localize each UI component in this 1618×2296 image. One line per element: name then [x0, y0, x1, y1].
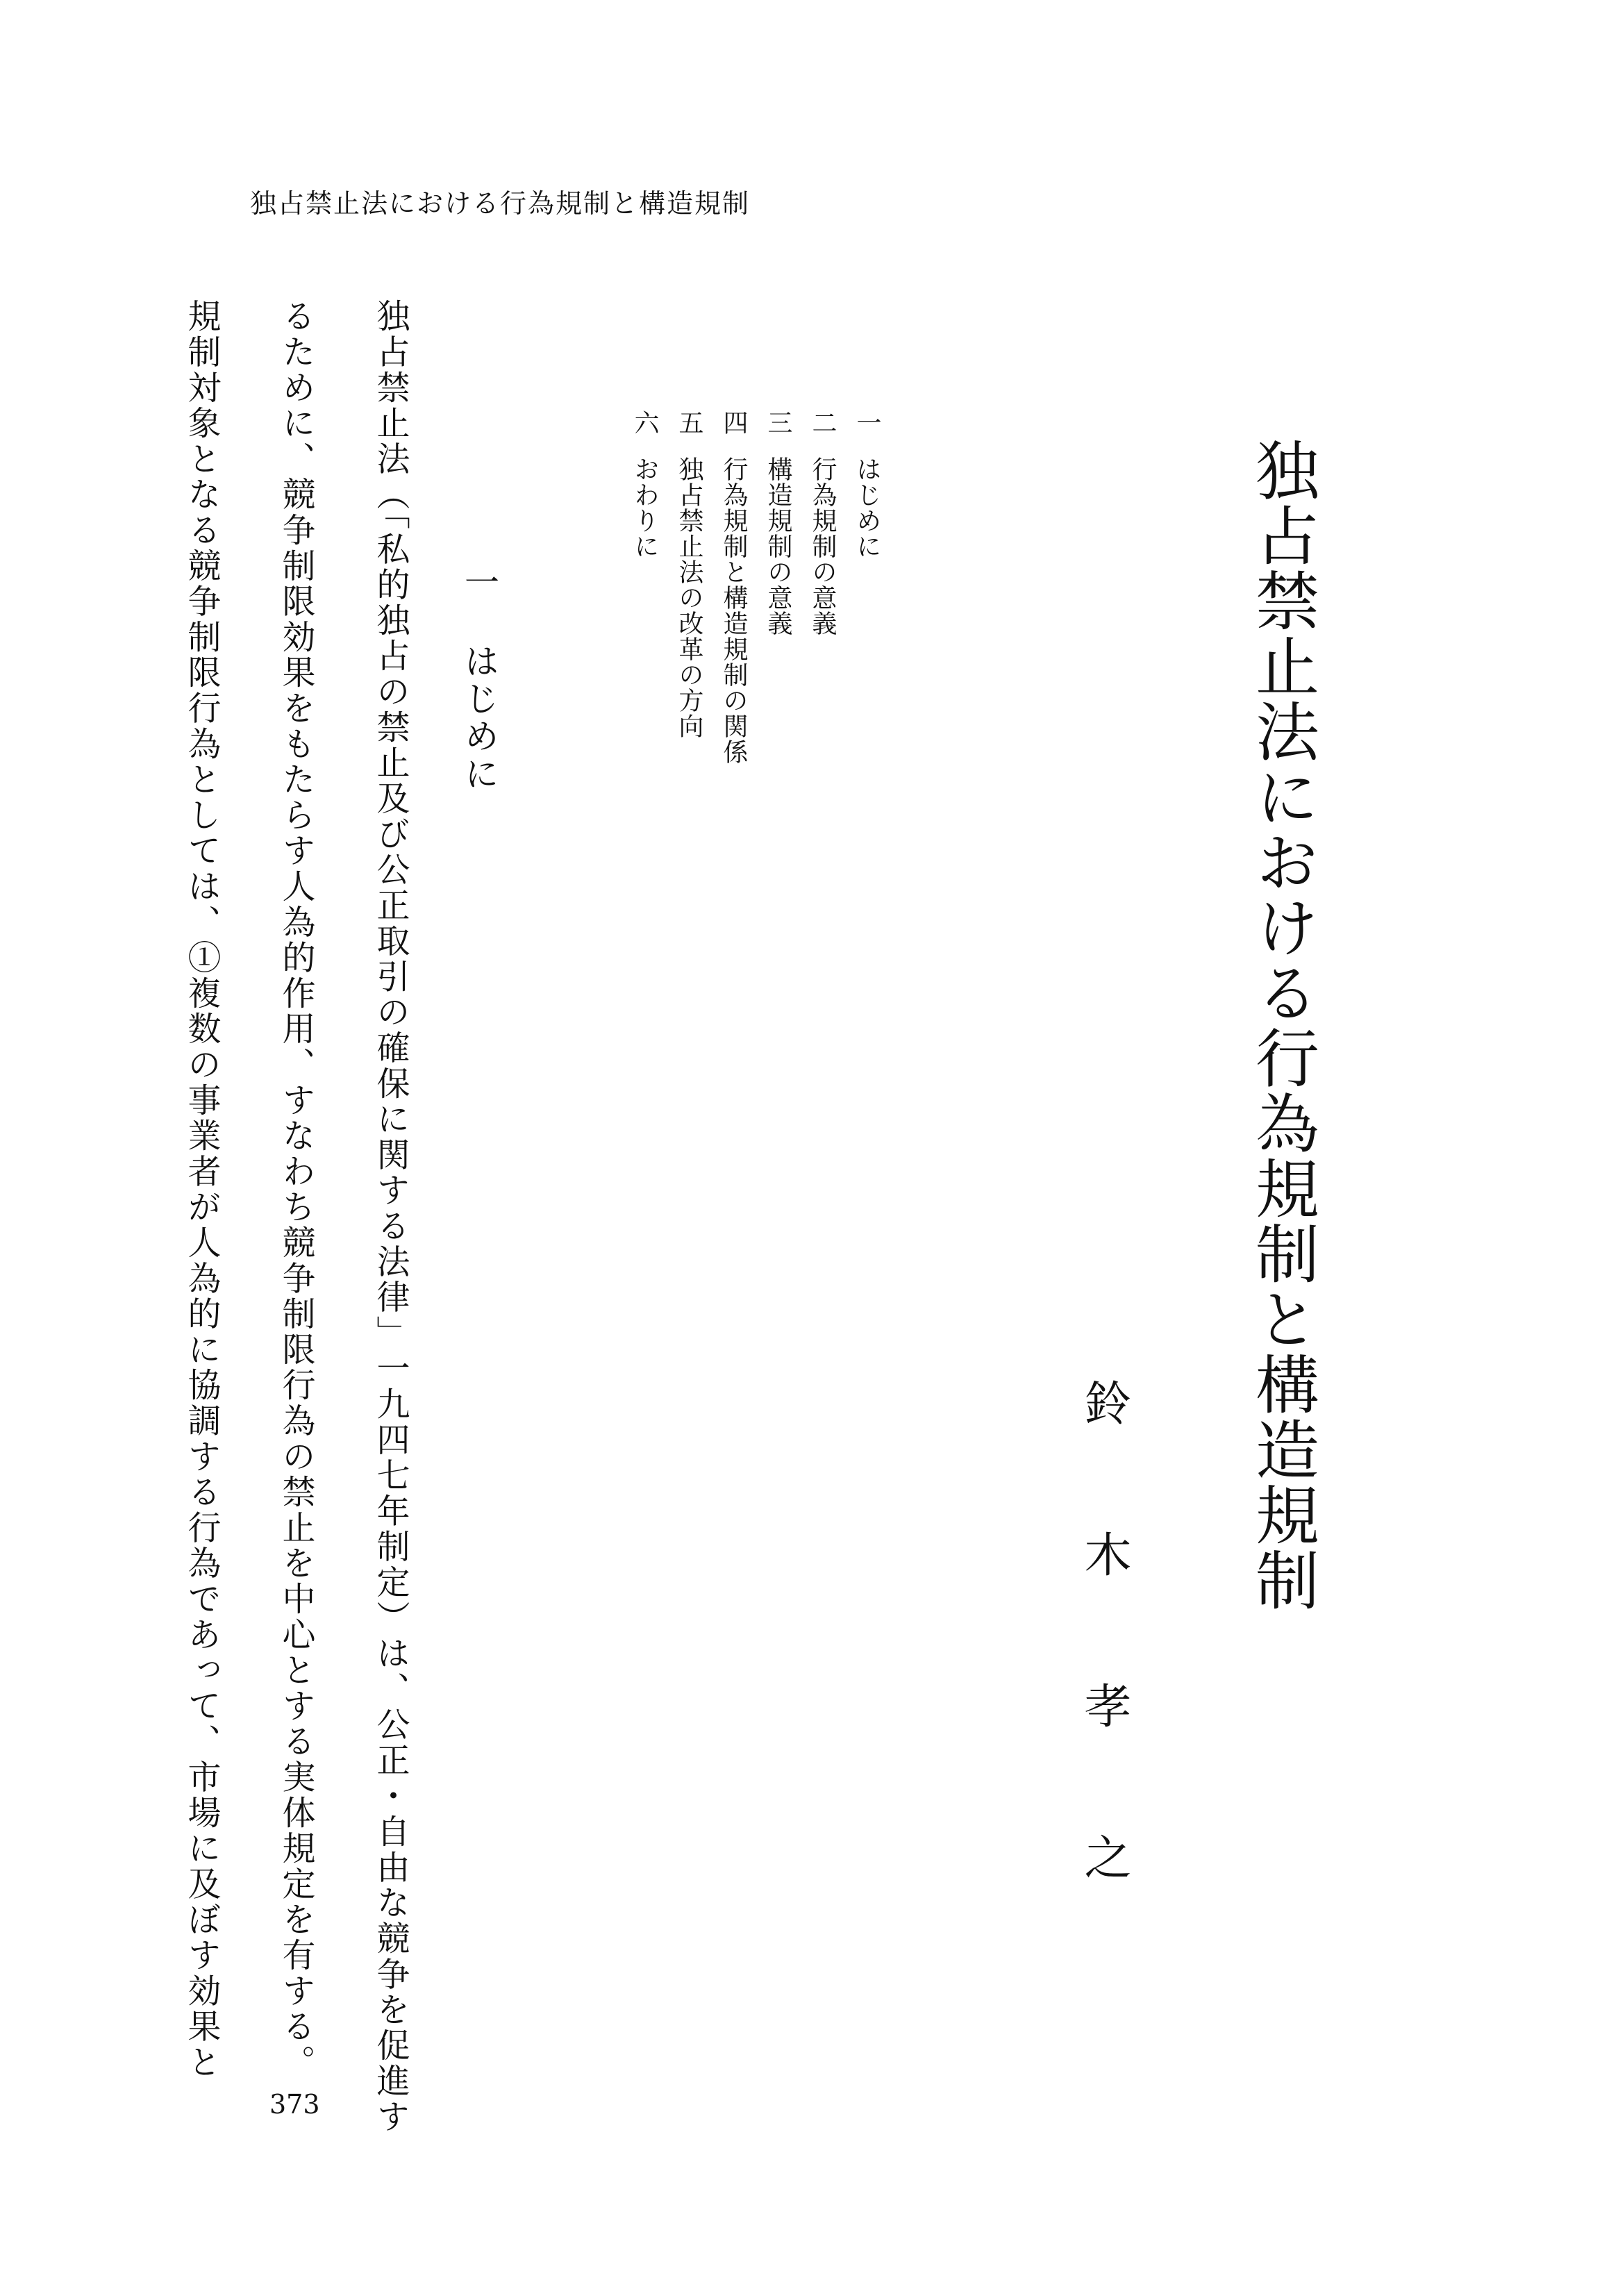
section-number: 一 [459, 564, 499, 601]
toc-item-number: 一 [853, 410, 881, 435]
toc-item [711, 410, 756, 771]
article-title: 独占禁止法における行為規制と構造規制 [1245, 438, 1319, 1613]
toc-item-number: 四 [719, 410, 748, 435]
toc-item [622, 410, 667, 771]
running-header: 独占禁止法における行為規制と構造規制 [250, 188, 751, 219]
page-number: 373 [269, 2089, 320, 2120]
toc-item-label: おわりに [631, 456, 659, 559]
body-line: 独占禁止法（「私的独占の禁止及び公正取引の確保に関する法律」一九四七年制定）は、公正・自由な競争を促進す [371, 299, 410, 2135]
toc-item-label: はじめに [853, 456, 881, 559]
body-line: 規制対象となる競争制限行為としては、①複数の事業者が人為的に協調する行為であって、市場に及ぼす効果と [182, 299, 221, 2080]
section-heading [459, 564, 499, 793]
toc-item-label: 行為規制と構造規制の関係 [719, 456, 748, 765]
section-title: はじめに [459, 643, 499, 793]
toc-item [800, 410, 844, 771]
toc-item-number: 六 [631, 410, 659, 435]
table-of-contents [631, 410, 889, 771]
toc-item-label: 構造規制の意義 [764, 456, 792, 636]
toc-item [844, 410, 889, 771]
toc-item-label: 独占禁止法の改革の方向 [675, 456, 703, 739]
toc-item-number: 三 [764, 410, 792, 435]
body-line: るために、競争制限効果をもたらす人為的作用、すなわち競争制限行為の禁止を中心とする実体規定を有する。 [276, 299, 315, 2080]
toc-item-number: 二 [808, 410, 837, 435]
toc-item-number: 五 [675, 410, 703, 435]
toc-item [667, 410, 711, 771]
toc-item [756, 410, 800, 771]
author-name: 鈴木孝之 [1076, 1379, 1131, 1984]
toc-item-label: 行為規制の意義 [808, 456, 837, 636]
